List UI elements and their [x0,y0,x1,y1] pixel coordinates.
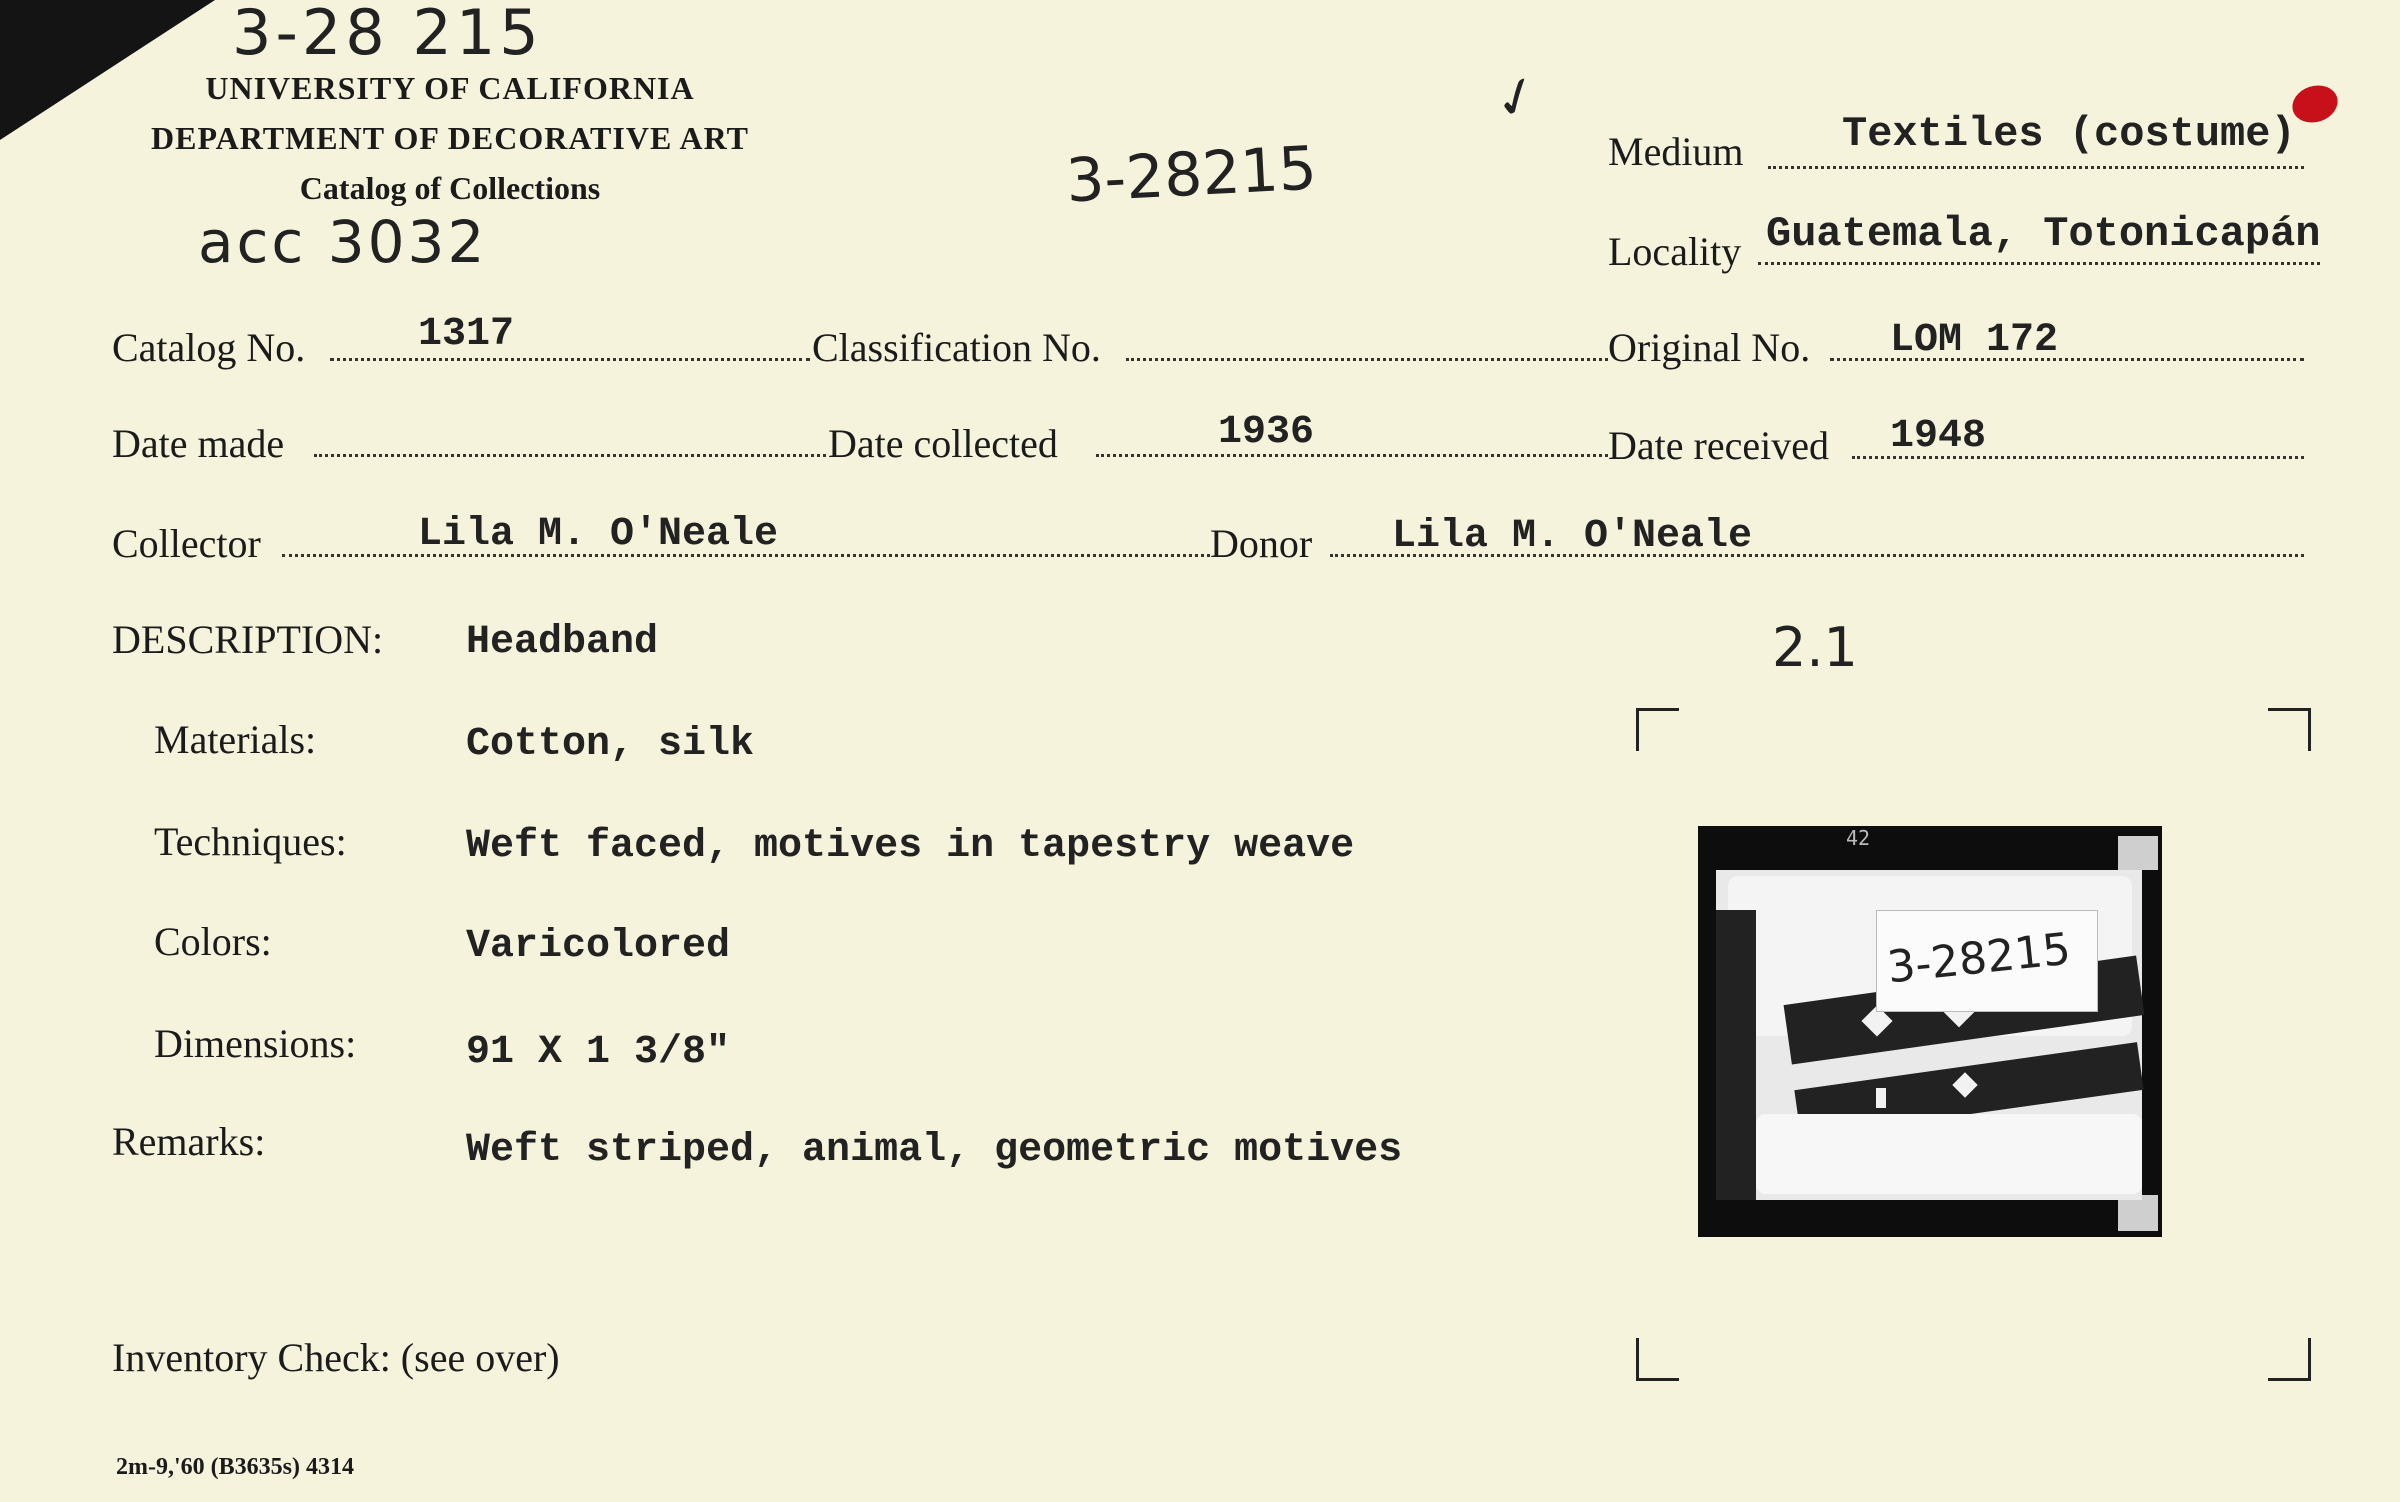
handwritten-top-number: 3-28 215 [232,0,543,69]
date-collected-value: 1936 [1218,410,1315,455]
collector-label: Collector [112,521,261,566]
donor-label: Donor [1210,521,1313,566]
description-value: Headband [466,620,659,665]
band-motif-4 [1876,1088,1886,1108]
date-collected-line [1096,454,1608,457]
description-heading: DESCRIPTION: [112,617,384,662]
crop-mark-top-left [1636,708,1679,751]
locality-label: Locality [1608,229,1742,274]
object-photograph [1698,826,2162,1237]
dimensions-label: Dimensions: [154,1021,357,1066]
photo-shadow-left [1716,910,1756,1200]
catalog-no-line [330,358,810,361]
print-code: 2m-9,'60 (B3635s) 4314 [116,1454,354,1480]
crop-mark-top-right [2268,708,2311,751]
materials-label: Materials: [154,717,317,762]
locality-line [1758,262,2320,265]
date-made-line [314,454,826,457]
original-no-value: LOM 172 [1890,318,2059,363]
catalog-no-label: Catalog No. [112,325,306,370]
colors-value: Varicolored [466,924,731,969]
catalog-title: Catalog of Collections [299,170,601,206]
dimensions-value: 91 X 1 3/8" [466,1030,731,1075]
inventory-check: Inventory Check: (see over) [112,1335,560,1380]
tag-number: 3-28215 [1884,923,2074,994]
crop-mark-bottom-left [1636,1338,1679,1381]
locality-value: Guatemala, Totonicapán [1766,210,2321,258]
date-received-value: 1948 [1890,414,1987,459]
department-name: DEPARTMENT OF DECORATIVE ART [151,120,749,156]
film-frame-number: 42 [1846,826,1871,850]
date-received-label: Date received [1608,423,1829,468]
remarks-value: Weft striped, animal, geometric motives [466,1128,1403,1173]
medium-value: Textiles (costume) [1842,110,2296,158]
film-hole-top-right [2118,836,2158,870]
film-hole-bottom-right [2118,1195,2158,1231]
classification-no-line [1126,358,1608,361]
date-collected-label: Date collected [828,421,1058,466]
check-mark: ✓ [1484,60,1549,135]
remarks-label: Remarks: [112,1119,266,1164]
handwritten-center-number: 3-28215 [1064,133,1319,217]
object-number-tag [1876,910,2098,1012]
collector-value: Lila M. O'Neale [418,512,779,557]
film-edge-top [1698,826,2162,852]
red-ink-mark [2288,80,2343,128]
medium-line [1768,166,2304,169]
techniques-value: Weft faced, motives in tapestry weave [466,824,1355,869]
donor-value: Lila M. O'Neale [1392,514,1753,559]
medium-label: Medium [1608,129,1744,174]
handwritten-accession: acc 3032 [198,208,488,276]
institution-name: UNIVERSITY OF CALIFORNIA [205,70,695,106]
catalog-no-value: 1317 [418,312,515,357]
classification-no-label: Classification No. [812,325,1101,370]
original-no-label: Original No. [1608,325,1811,370]
date-made-label: Date made [112,421,285,466]
colors-label: Colors: [154,919,272,964]
materials-value: Cotton, silk [466,722,755,767]
cloth-lower [1756,1114,2142,1194]
handwritten-photo-number: 2.1 [1772,616,1858,679]
techniques-label: Techniques: [154,819,347,864]
crop-mark-bottom-right [2268,1338,2311,1381]
